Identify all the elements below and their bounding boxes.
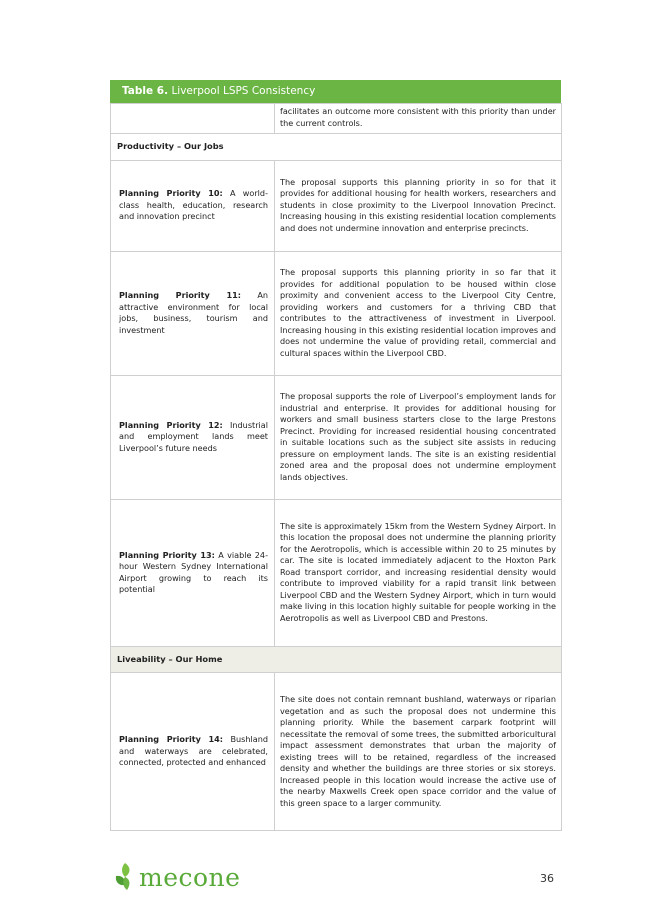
continued-response: facilitates an outcome more consistent with this priority than under the current controls. xyxy=(275,104,562,134)
table-row xyxy=(111,160,562,251)
priority-desc: A world-class health, education, research and innovation precinct xyxy=(119,188,268,222)
priority-label: Planning Priority 11: xyxy=(119,290,241,300)
priority-desc: Industrial and employment lands meet Liverpool’s future needs xyxy=(119,419,268,453)
priority-label: Planning Priority 10: xyxy=(119,188,223,199)
response-cell: The proposal supports the role of Liverpool’s employment lands for industrial and enterprise. It provides for additional housing for workers and small business starters close to the large Prestons Precinct. Providing for increased residential housing concentrated in suitable locations such as the subject site assists in reducing pressure on employment lands. The site is an existing residential zoned area and the proposal does not undermine employment lands objectives. xyxy=(275,375,562,499)
priority-label: Planning Priority 14: xyxy=(119,734,224,745)
logo-text: mecone xyxy=(139,862,241,892)
response-cell: The site does not contain remnant bushland, waterways or riparian vegetation and as such the proposal does not undermine this planning priority. While the basement carpark footprint will necessitate the removal of some trees, the submitted arboricultural impact assessment demonstrates that urban the majority of existing trees will to be retained, regardless of the increased density and whether the buildings are three stories or six storeys. Increased people in this location would increase the active use of the nearby Maxwells Creek open space corridor and the value of this green space to a larger community. xyxy=(275,673,562,831)
table-caption xyxy=(110,80,561,103)
response-cell: The site is approximately 15km from the Western Sydney Airport. In this location the proposal does not undermine the planning priority for the Aerotropolis, which is accessible within 20 to 25 minutes by car. The site is located immediately adjacent to the Hoxton Park Road transport corridor, and increasing residential density would contribute to improved viability for a rapid transit link between Liverpool CBD and the Western Sydney Airport, which in turn would make living in this location highly suitable for people working in the Aerotropolis as well as Liverpool CBD and Prestons. xyxy=(275,499,562,646)
table-row xyxy=(111,251,562,375)
priority-desc: A viable 24-hour Western Sydney International Airport growing to reach its potential xyxy=(119,549,268,594)
priority-cell xyxy=(111,375,275,499)
table-body xyxy=(110,103,562,831)
empty-cell xyxy=(111,104,275,134)
section-heading: Liveability – Our Home xyxy=(111,646,562,673)
table-row xyxy=(111,499,562,646)
response-cell: The proposal supports this planning priority in so for that it provides for additional housing for health workers, researchers and students in close proximity to the Liverpool Innovation Precinct. Increasing housing in this existing residential location complements and does not undermine innovation and enterprise precincts. xyxy=(275,160,562,251)
section-row-productivity xyxy=(111,134,562,161)
priority-label: Planning Priority 13: xyxy=(119,549,215,560)
caption-title: Liverpool LSPS Consistency xyxy=(171,85,316,97)
lsps-consistency-table xyxy=(110,80,561,831)
response-cell: The proposal supports this planning priority in so far that it provides for additional population to be housed within close proximity and convenient access to the Liverpool City Centre, providing workers and customers for a thriving CBD that contributes to the attractiveness of investment in Liverpool. Increasing housing in this existing residential location improves and does not undermine the value of providing retail, commercial and cultural spaces within the Liverpool CBD. xyxy=(275,251,562,375)
section-heading: Productivity – Our Jobs xyxy=(111,134,562,161)
page-number: 36 xyxy=(540,872,554,885)
priority-cell xyxy=(111,160,275,251)
table-row xyxy=(111,375,562,499)
table-row xyxy=(111,104,562,134)
caption-label: Table 6. xyxy=(122,85,169,97)
section-row-liveability xyxy=(111,646,562,673)
priority-desc: Bushland and waterways are celebrated, connected, protected and enhanced xyxy=(119,734,268,768)
mecone-leaf-logo-icon xyxy=(113,862,135,892)
priority-label: Planning Priority 12: xyxy=(119,419,223,430)
priority-desc: An attractive environment for local jobs, business, tourism and investment xyxy=(119,290,269,335)
table-row xyxy=(111,673,562,831)
mecone-logo xyxy=(113,861,240,893)
priority-cell xyxy=(111,499,275,646)
priority-cell xyxy=(111,673,275,831)
priority-cell xyxy=(111,251,275,375)
